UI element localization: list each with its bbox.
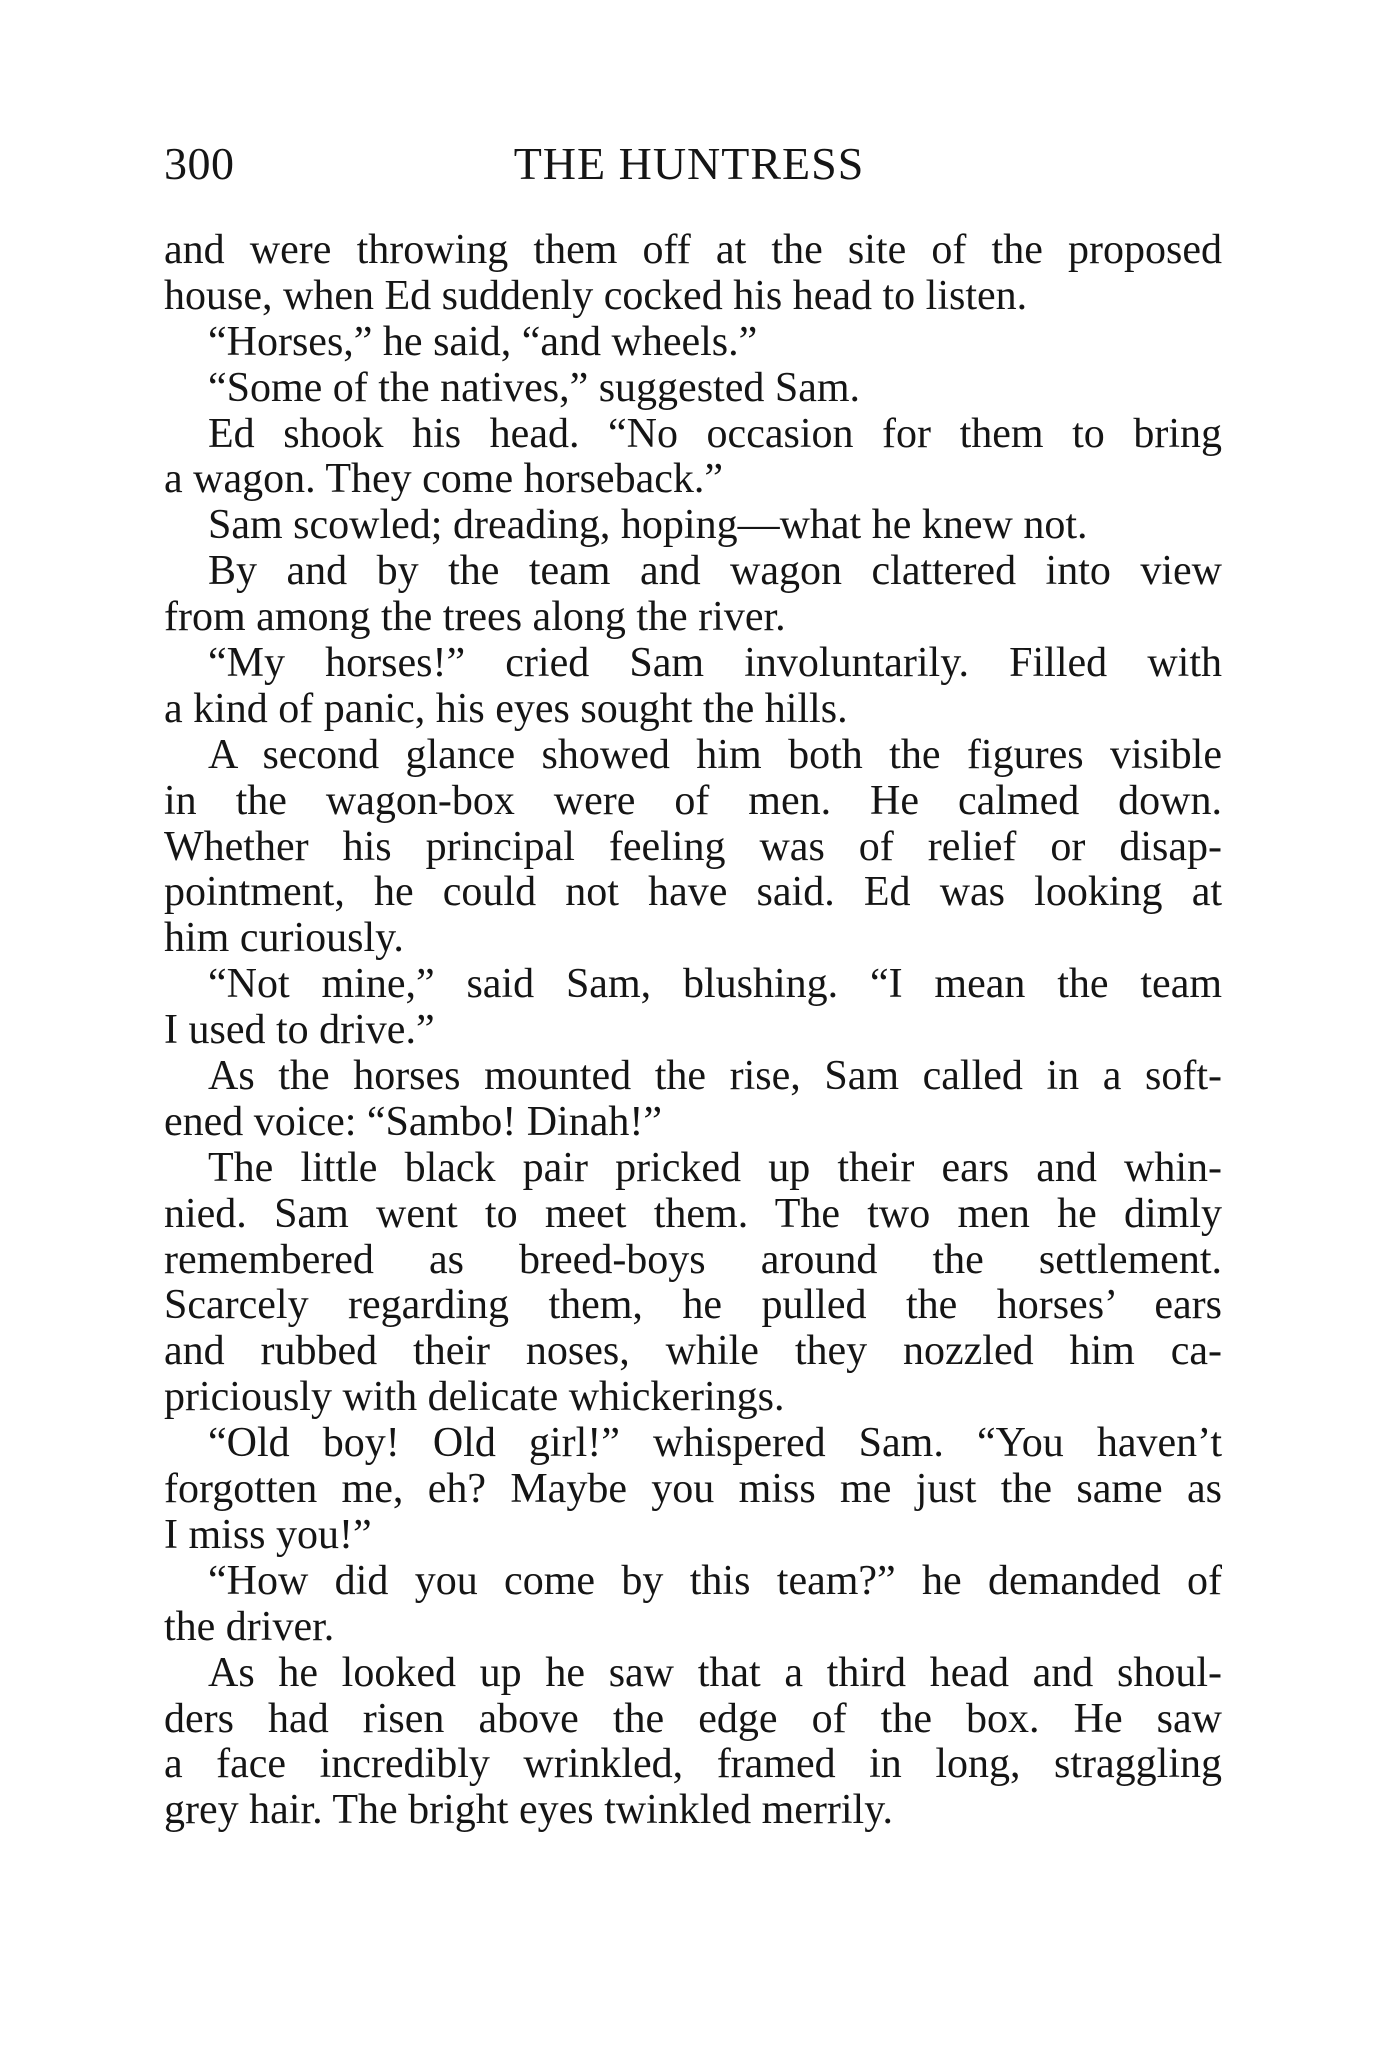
text-line: By and by the team and wagon clattered into view xyxy=(208,548,1222,595)
text-line: I used to drive.” xyxy=(164,1007,435,1054)
text-line: grey hair. The bright eyes twinkled merrily. xyxy=(164,1787,893,1834)
text-line: forgotten me, eh? Maybe you miss me just the same as xyxy=(164,1466,1222,1513)
text-line: As he looked up he saw that a third head and shoul- xyxy=(208,1649,1222,1696)
text-line: “How did you come by this team?” he demanded of xyxy=(208,1557,1222,1604)
text-line: The little black pair pricked up their ears and whin- xyxy=(208,1144,1222,1191)
text-line: him curiously. xyxy=(164,915,404,962)
text-line: the driver. xyxy=(164,1603,335,1650)
text-line: in the wagon-box were of men. He calmed down. xyxy=(164,777,1222,824)
text-line: nied. Sam went to meet them. The two men he dimly xyxy=(164,1190,1222,1237)
text-line: a wagon. They come horseback.” xyxy=(164,456,724,503)
text-line: “Old boy! Old girl!” whispered Sam. “You haven’t xyxy=(208,1420,1222,1467)
text-line: remembered as breed-boys around the settlement. xyxy=(164,1236,1222,1283)
text-line: “Some of the natives,” suggested Sam. xyxy=(208,364,861,411)
text-line: Sam scowled; dreading, hoping—what he knew not. xyxy=(208,502,1088,549)
text-line: and were throwing them off at the site of the proposed xyxy=(164,227,1222,273)
text-line: “Not mine,” said Sam, blushing. “I mean the team xyxy=(208,961,1222,1008)
body-text xyxy=(164,228,1222,1834)
text-line: Ed shook his head. “No occasion for them to bring xyxy=(208,410,1222,457)
text-line: ders had risen above the edge of the box. He saw xyxy=(164,1695,1222,1742)
text-line: a face incredibly wrinkled, framed in long, straggling xyxy=(164,1741,1222,1788)
text-line: Scarcely regarding them, he pulled the horses’ ears xyxy=(164,1282,1222,1329)
text-line: house, when Ed suddenly cocked his head to listen. xyxy=(164,272,1028,319)
text-line: priciously with delicate whickerings. xyxy=(164,1374,785,1421)
page-number: 300 xyxy=(164,138,235,189)
running-head xyxy=(164,134,1232,194)
text-line: A second glance showed him both the figures visible xyxy=(208,731,1222,778)
text-line: a kind of panic, his eyes sought the hills. xyxy=(164,685,848,732)
running-title: THE HUNTRESS xyxy=(513,138,865,189)
text-line: and rubbed their noses, while they nozzled him ca- xyxy=(164,1328,1222,1375)
text-line: I miss you!” xyxy=(164,1511,372,1558)
text-line: Whether his principal feeling was of relief or disap- xyxy=(164,823,1222,870)
text-line: ened voice: “Sambo! Dinah!” xyxy=(164,1098,662,1145)
text-line: “My horses!” cried Sam involuntarily. Filled with xyxy=(208,640,1222,687)
text-line: As the horses mounted the rise, Sam called in a soft- xyxy=(208,1053,1222,1100)
text-line: from among the trees along the river. xyxy=(164,594,786,641)
text-line: pointment, he could not have said. Ed was looking at xyxy=(164,869,1222,916)
text-line: “Horses,” he said, “and wheels.” xyxy=(208,318,758,365)
